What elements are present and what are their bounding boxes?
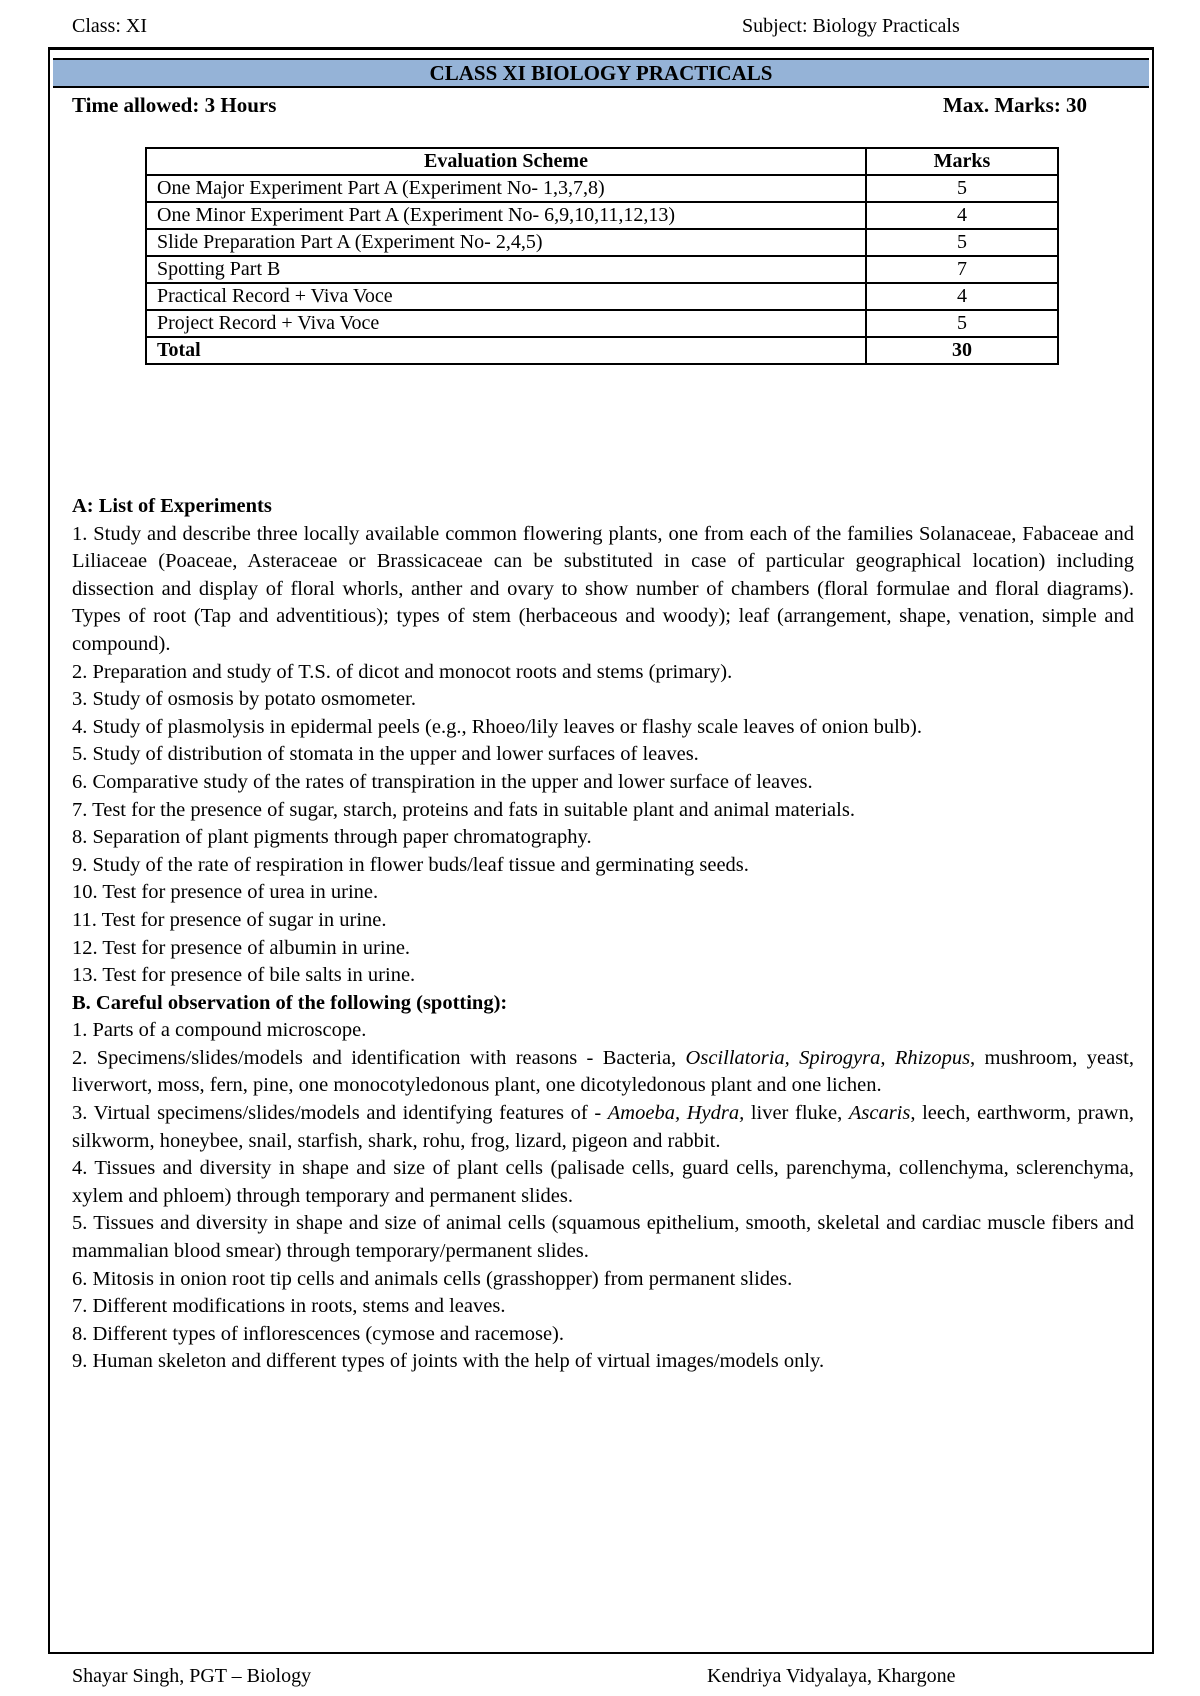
max-marks: Max. Marks: 30 <box>943 93 1088 117</box>
scheme-item: Practical Record + Viva Voce <box>146 283 866 310</box>
evaluation-scheme-table <box>145 147 1059 365</box>
total-label: Total <box>146 337 866 364</box>
scheme-marks: 7 <box>866 256 1058 283</box>
list-item: 6. Comparative study of the rates of transpiration in the upper and lower surface of leaves. <box>72 770 813 793</box>
list-item: 8. Different types of inflorescences (cymose and racemose). <box>72 1322 564 1345</box>
list-item: 6. Mitosis in onion root tip cells and animals cells (grasshopper) from permanent slides. <box>72 1267 793 1290</box>
table-row <box>146 310 1058 337</box>
item-text: liver fluke, <box>744 1102 849 1125</box>
subject-label: Subject: Biology Practicals <box>742 15 960 37</box>
species-names: Oscillatoria, Spirogyra, Rhizopus <box>685 1046 971 1069</box>
item-text: 3. Virtual specimens/slides/models and identifying features of - <box>72 1102 608 1125</box>
footer-school: Kendriya Vidyalaya, Khargone <box>707 1665 956 1687</box>
list-item: 9. Human skeleton and different types of joints with the help of virtual images/models only. <box>72 1350 825 1373</box>
table-row <box>146 283 1058 310</box>
table-header-row <box>146 148 1058 175</box>
scheme-marks: 5 <box>866 229 1058 256</box>
scheme-marks: 4 <box>866 283 1058 310</box>
experiment-content <box>72 493 1134 1376</box>
footer-author: Shayar Singh, PGT – Biology <box>72 1665 312 1687</box>
scheme-item: One Minor Experiment Part A (Experiment No- 6,9,10,11,12,13) <box>146 202 866 229</box>
table-row <box>146 175 1058 202</box>
section-b-heading: B. Careful observation of the following (spotting): <box>72 991 508 1014</box>
list-item: 1. Parts of a compound microscope. <box>72 1019 367 1042</box>
class-label: Class: XI <box>72 15 147 37</box>
species-names: Amoeba, Hydra, <box>607 1102 745 1125</box>
item-text: , leech, earthworm, prawn, silkworm, honeybee, snail, starfish, shark, rohu, frog, lizard, pigeon and rabbit. <box>72 1102 1134 1152</box>
list-item: 4. Tissues and diversity in shape and size of plant cells (palisade cells, guard cells, parenchyma, collenchyma, sclerenchyma, xylem and phloem) through temporary and permanent slides. <box>72 1157 1134 1207</box>
list-item: 2. Preparation and study of T.S. of dicot and monocot roots and stems (primary). <box>72 660 733 683</box>
list-item: 5. Study of distribution of stomata in the upper and lower surfaces of leaves. <box>72 743 699 766</box>
scheme-marks: 4 <box>866 202 1058 229</box>
list-item: 8. Separation of plant pigments through paper chromatography. <box>72 826 592 849</box>
page-title: CLASS XI BIOLOGY PRACTICALS <box>53 58 1149 88</box>
list-item <box>72 1100 1134 1155</box>
list-item: 13. Test for presence of bile salts in urine. <box>72 964 416 987</box>
scheme-marks: 5 <box>866 310 1058 337</box>
table-total-row <box>146 337 1058 364</box>
item-text: , mushroom, yeast, liverwort, moss, fern, pine, one monocotyledonous plant, one dicotyledonous plant and one lichen. <box>72 1046 1134 1097</box>
list-item: 11. Test for presence of sugar in urine. <box>72 908 387 931</box>
list-item <box>72 1045 1134 1100</box>
list-item: 7. Different modifications in roots, stems and leaves. <box>72 1295 506 1318</box>
list-item: 1. Study and describe three locally available common flowering plants, one from each of the families Solanaceae, Fabaceae and Liliaceae (Poaceae, Asteraceae or Brassicaceae can be substituted in case of particular geographical location) including dissection and display of floral whorls, anther and ovary to show number of chambers (floral formulae and floral diagrams). Types of root (Tap and adventitious); types of stem (herbaceous and woody); leaf (arrangement, shape, venation, simple and compound). <box>72 522 1134 655</box>
column-header-scheme: Evaluation Scheme <box>146 148 866 175</box>
scheme-item: One Major Experiment Part A (Experiment No- 1,3,7,8) <box>146 175 866 202</box>
scheme-item: Project Record + Viva Voce <box>146 310 866 337</box>
list-item: 4. Study of plasmolysis in epidermal peels (e.g., Rhoeo/lily leaves or flashy scale leaves of onion bulb). <box>72 715 922 738</box>
scheme-item: Slide Preparation Part A (Experiment No- 2,4,5) <box>146 229 866 256</box>
scheme-marks: 5 <box>866 175 1058 202</box>
item-text: 2. Specimens/slides/models and identification with reasons - Bacteria, <box>72 1046 686 1069</box>
total-marks: 30 <box>866 337 1058 364</box>
list-item: 9. Study of the rate of respiration in flower buds/leaf tissue and germinating seeds. <box>72 853 749 876</box>
time-allowed: Time allowed: 3 Hours <box>72 93 277 117</box>
list-item: 12. Test for presence of albumin in urine. <box>72 936 411 959</box>
list-item: 5. Tissues and diversity in shape and size of animal cells (squamous epithelium, smooth, skeletal and cardiac muscle fibers and mammalian blood smear) through temporary/permanent slides. <box>72 1212 1134 1263</box>
column-header-marks: Marks <box>866 148 1058 175</box>
species-names: Ascaris <box>848 1102 911 1125</box>
table-row <box>146 256 1058 283</box>
list-item: 7. Test for the presence of sugar, starch, proteins and fats in suitable plant and animal materials. <box>72 798 855 821</box>
list-item: 10. Test for presence of urea in urine. <box>72 881 379 904</box>
table-row <box>146 229 1058 256</box>
section-a-heading: A: List of Experiments <box>72 495 272 517</box>
table-row <box>146 202 1058 229</box>
scheme-item: Spotting Part B <box>146 256 866 283</box>
list-item: 3. Study of osmosis by potato osmometer. <box>72 688 416 711</box>
